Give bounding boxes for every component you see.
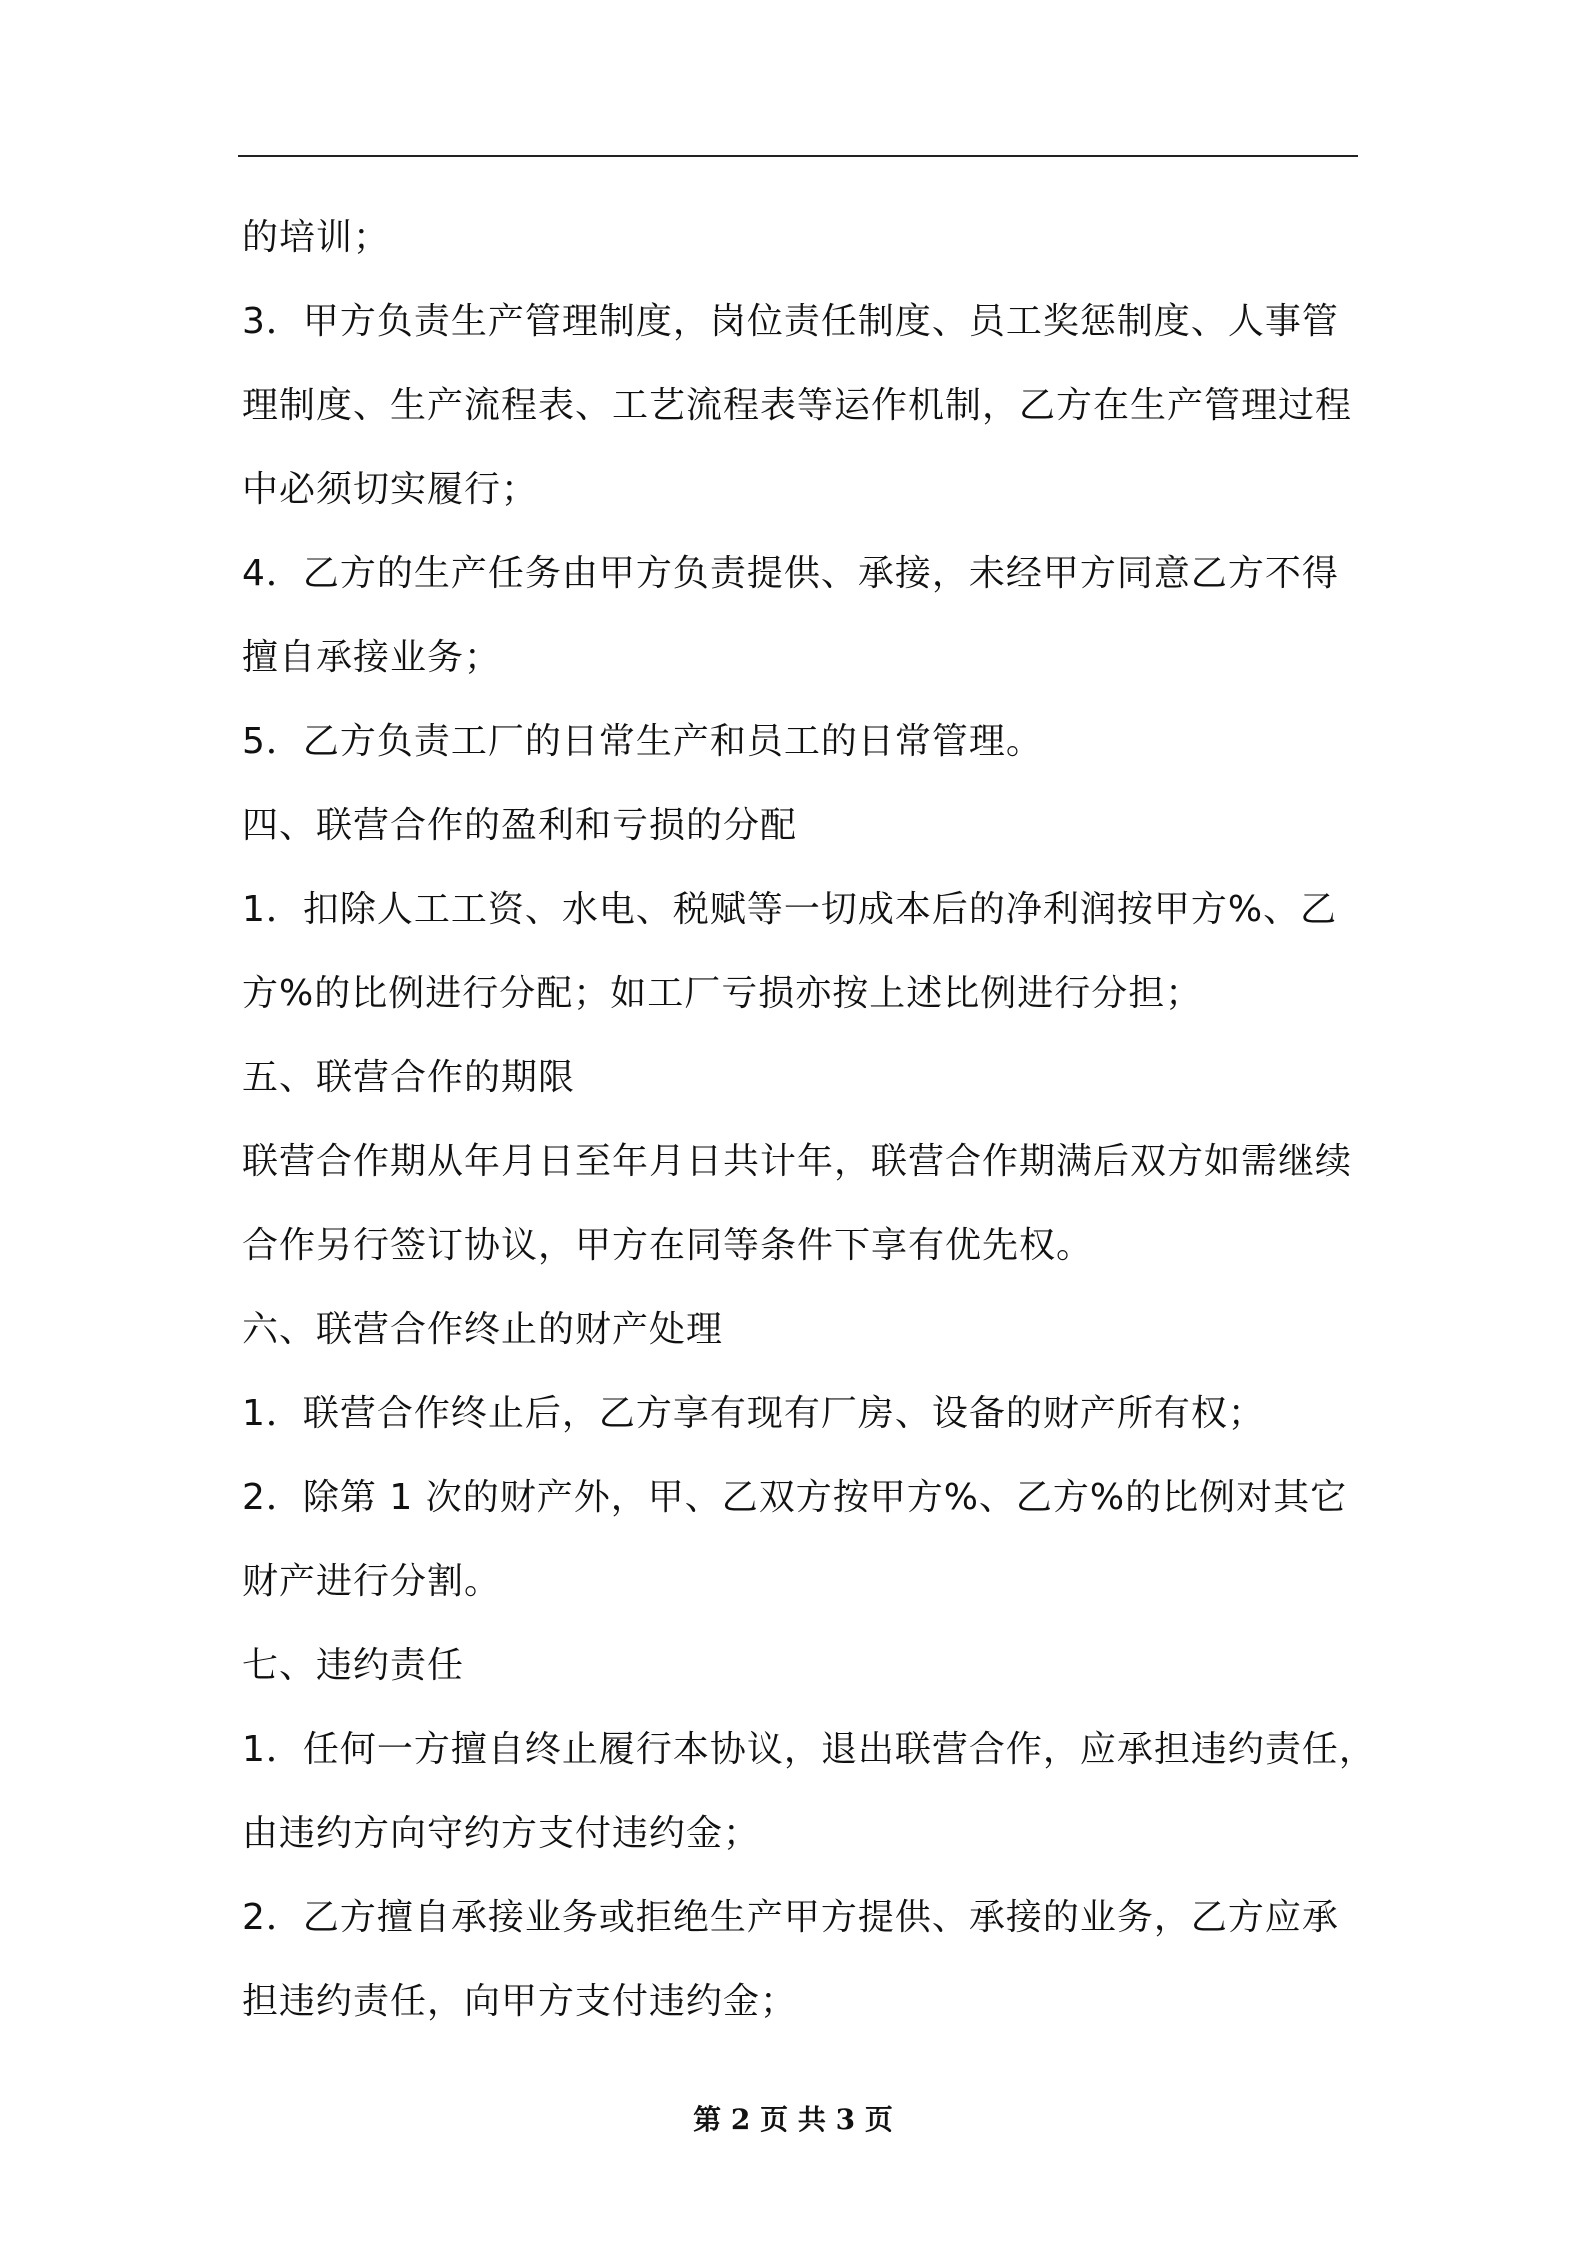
- text-line: 擅自承接业务；: [242, 637, 502, 678]
- header-rule: [238, 155, 1358, 157]
- text-line: 1．任何一方擅自终止履行本协议，退出联营合作，应承担违约责任，: [242, 1729, 1376, 1770]
- text-line: 财产进行分割。: [242, 1561, 502, 1602]
- text-line: 合作另行签订协议，甲方在同等条件下享有优先权。: [242, 1225, 1094, 1266]
- text-line: 中必须切实履行；: [242, 469, 539, 510]
- text-line: 的培训；: [242, 217, 391, 258]
- text-line: 3．甲方负责生产管理制度，岗位责任制度、员工奖惩制度、人事管: [242, 301, 1339, 342]
- text-line: 理制度、生产流程表、工艺流程表等运作机制，乙方在生产管理过程: [242, 385, 1353, 426]
- page-number-footer: 第 2 页 共 3 页: [693, 2103, 893, 2136]
- text-line: 2．乙方擅自承接业务或拒绝生产甲方提供、承接的业务，乙方应承: [242, 1897, 1339, 1938]
- section-heading: 六、联营合作终止的财产处理: [242, 1309, 724, 1350]
- section-heading: 七、违约责任: [242, 1645, 465, 1686]
- text-line: 由违约方向守约方支付违约金；: [242, 1813, 761, 1854]
- text-line: 担违约责任，向甲方支付违约金；: [242, 1981, 798, 2022]
- text-line: 1．扣除人工工资、水电、税赋等一切成本后的净利润按甲方%、乙: [242, 889, 1338, 930]
- text-line: 5．乙方负责工厂的日常生产和员工的日常管理。: [242, 721, 1043, 762]
- text-line: 4．乙方的生产任务由甲方负责提供、承接，未经甲方同意乙方不得: [242, 553, 1339, 594]
- text-line: 方%的比例进行分配；如工厂亏损亦按上述比例进行分担；: [242, 973, 1203, 1014]
- section-heading: 五、联营合作的期限: [242, 1057, 576, 1098]
- document-body: [242, 196, 1376, 2044]
- text-line: 联营合作期从年月日至年月日共计年，联营合作期满后双方如需继续: [242, 1141, 1353, 1182]
- section-heading: 四、联营合作的盈利和亏损的分配: [242, 805, 798, 846]
- text-line: 2．除第 1 次的财产外，甲、乙双方按甲方%、乙方%的比例对其它: [242, 1477, 1348, 1518]
- text-line: 1．联营合作终止后，乙方享有现有厂房、设备的财产所有权；: [242, 1393, 1265, 1434]
